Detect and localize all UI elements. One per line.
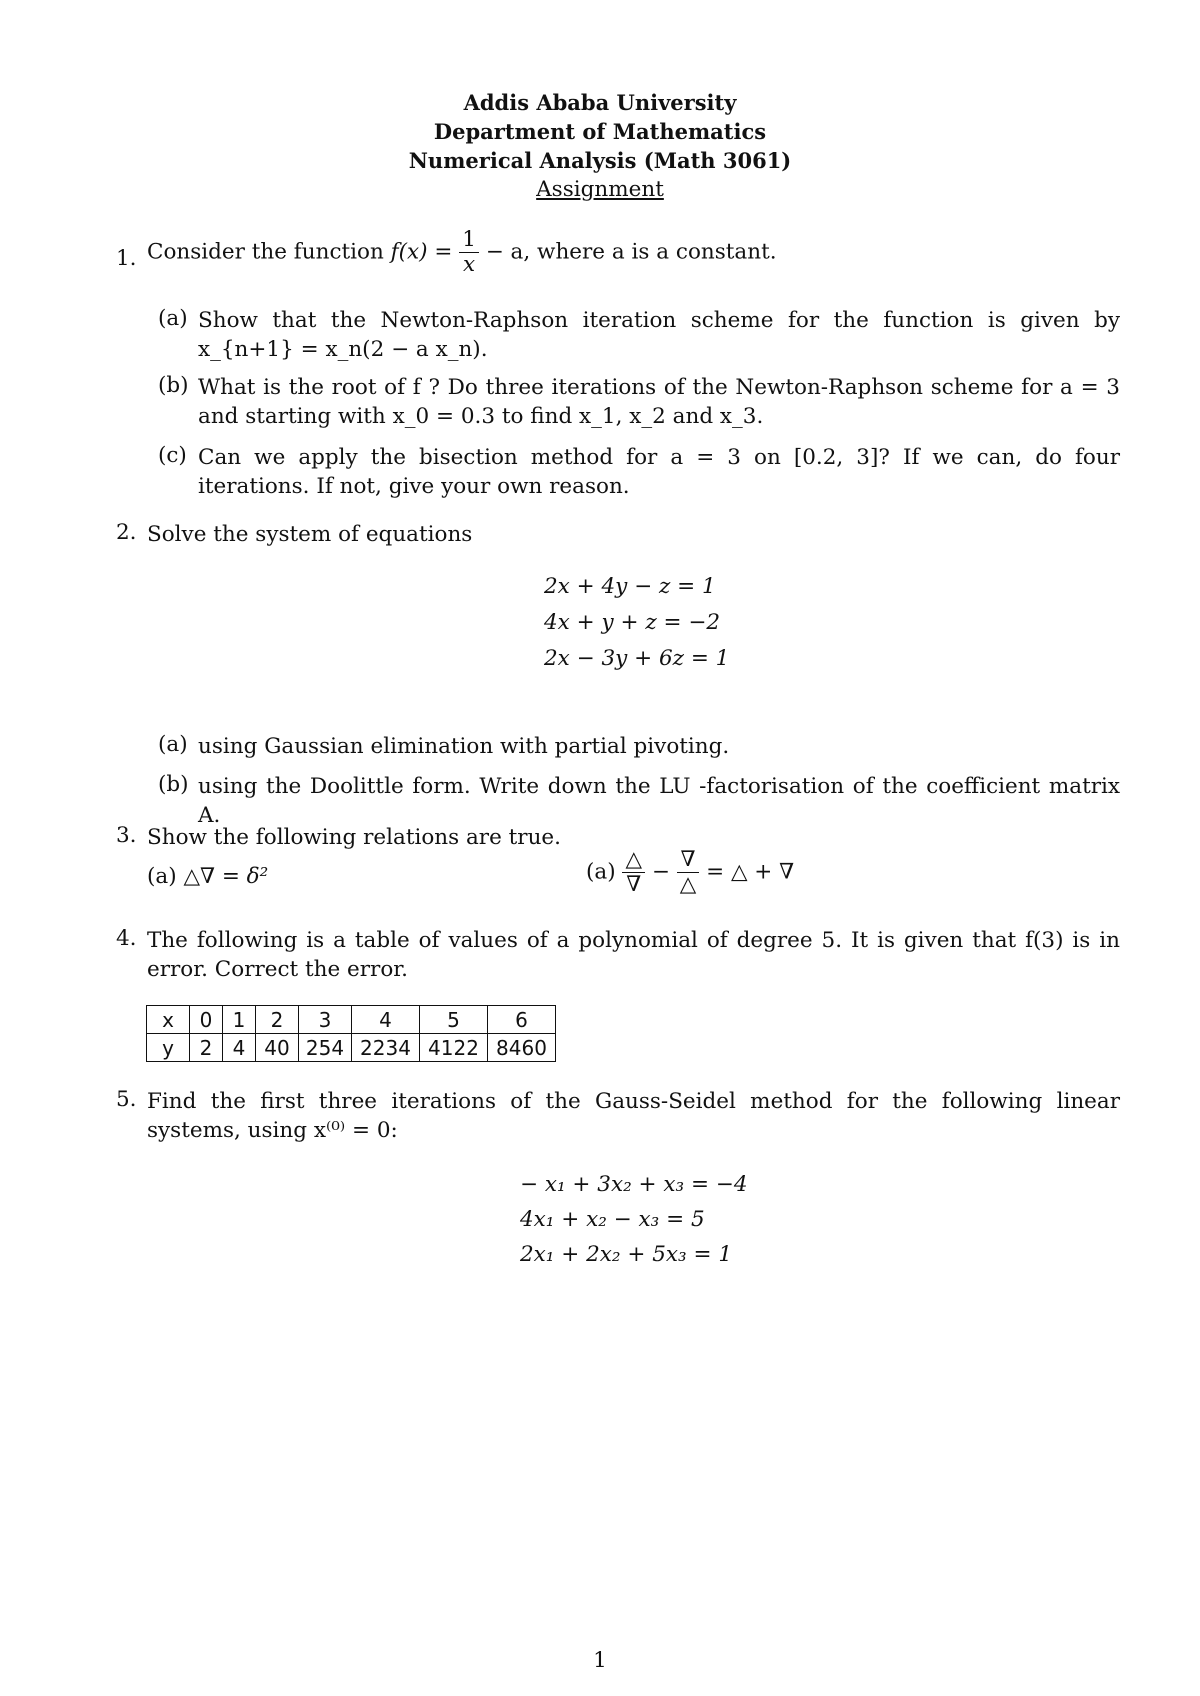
q1-b-text: What is the root of f ? Do three iterations of the Newton-Raphson scheme for a = 3 and starting with x_0 = 0.3 to find x_1, x_2 and x_3. — [198, 375, 1120, 429]
q1-fx: f(x) = — [390, 239, 460, 265]
q1-b-label: (b) — [158, 373, 189, 398]
question-4-text: The following is a table of values of a polynomial of degree 5. It is given that f(3) is in error. Correct the error. — [147, 928, 1120, 982]
q2-b-text: using the Doolittle form. Write down the LU -factorisation of the coefficient matrix A. — [198, 774, 1120, 828]
table-cell: 4122 — [420, 1034, 488, 1062]
table-cell: 2 — [256, 1006, 299, 1034]
q2-a-label: (a) — [158, 732, 188, 757]
q3-f1-num: △ — [622, 848, 645, 873]
table-cell: 2234 — [352, 1034, 420, 1062]
q3-left-label: (a) — [147, 864, 177, 889]
q1-c-label: (c) — [158, 443, 187, 468]
table-cell: 5 — [420, 1006, 488, 1034]
table-cell: 3 — [299, 1006, 352, 1034]
question-5-text: Find the first three iterations of the Gauss-Seidel method for the following linear systems, using x⁽⁰⁾ = 0: — [147, 1089, 1120, 1143]
page-number: 1 — [593, 1648, 607, 1673]
q3-f2-den: △ — [679, 872, 697, 897]
table-cell: 8460 — [488, 1034, 556, 1062]
table-row-x — [147, 1006, 556, 1034]
question-5-number: 5. — [116, 1087, 137, 1112]
q5-equation-2: 4x₁ + x₂ − x₃ = 5 — [520, 1207, 705, 1232]
department-name: Department of Mathematics — [433, 119, 767, 144]
question-2-number: 2. — [116, 520, 137, 545]
table-cell: 4 — [223, 1034, 256, 1062]
question-3-number: 3. — [116, 823, 137, 848]
q1-frac-den: x — [462, 252, 476, 277]
q2-b-label: (b) — [158, 772, 189, 797]
table-row-y — [147, 1034, 556, 1062]
q3-minus: − — [651, 859, 670, 885]
q3-fraction-1 — [622, 848, 645, 897]
q3-relation-left — [147, 864, 268, 889]
q3-fraction-2 — [677, 848, 700, 897]
table-cell: 4 — [352, 1006, 420, 1034]
q3-right-tail: = △ + ∇ — [706, 859, 795, 885]
q1-a-label: (a) — [158, 306, 188, 331]
q1-a-text: Show that the Newton-Raphson iteration scheme for the function is given by x_{n+1} = x_n(2 − a x_n). — [198, 308, 1120, 362]
q2-a-text: using Gaussian elimination with partial pivoting. — [198, 734, 730, 759]
table-cell: 6 — [488, 1006, 556, 1034]
q2-equation-1: 2x + 4y − z = 1 — [544, 574, 716, 599]
question-1-number: 1. — [116, 246, 137, 271]
table-cell: 0 — [190, 1006, 223, 1034]
table-cell: 1 — [223, 1006, 256, 1034]
q3-right-label: (a) — [586, 859, 616, 885]
q1-intro: Consider the function — [147, 239, 391, 265]
question-1-text — [147, 228, 1120, 277]
table-cell: x — [147, 1006, 190, 1034]
values-table — [146, 1005, 556, 1062]
university-name: Addis Ababa University — [463, 90, 737, 115]
q3-f2-num: ∇ — [677, 848, 700, 873]
q3-f1-den: ∇ — [626, 872, 642, 897]
q2-equation-2: 4x + y + z = −2 — [544, 610, 721, 635]
q1-c-text: Can we apply the bisection method for a = 3 on [0.2, 3]? If we can, do four iterations. If not, give your own reason. — [198, 445, 1120, 499]
q3-relation-right — [586, 848, 794, 897]
q1-fraction — [459, 228, 479, 277]
q1-frac-num: 1 — [459, 228, 479, 253]
course-title: Numerical Analysis (Math 3061) — [408, 148, 792, 173]
table-cell: 254 — [299, 1034, 352, 1062]
question-4-number: 4. — [116, 926, 137, 951]
q2-equation-3: 2x − 3y + 6z = 1 — [544, 646, 730, 671]
q1-tail: − a, where a is a constant. — [478, 239, 777, 265]
q5-equation-3: 2x₁ + 2x₂ + 5x₃ = 1 — [520, 1242, 732, 1267]
question-2-text: Solve the system of equations — [147, 522, 473, 547]
document-header — [0, 88, 1200, 204]
table-cell: 2 — [190, 1034, 223, 1062]
q3-left-expr: △∇ = δ² — [183, 864, 269, 889]
table-cell: y — [147, 1034, 190, 1062]
document-type: Assignment — [536, 177, 664, 202]
question-3-text: Show the following relations are true. — [147, 825, 561, 850]
table-cell: 40 — [256, 1034, 299, 1062]
q5-equation-1: − x₁ + 3x₂ + x₃ = −4 — [520, 1172, 748, 1197]
